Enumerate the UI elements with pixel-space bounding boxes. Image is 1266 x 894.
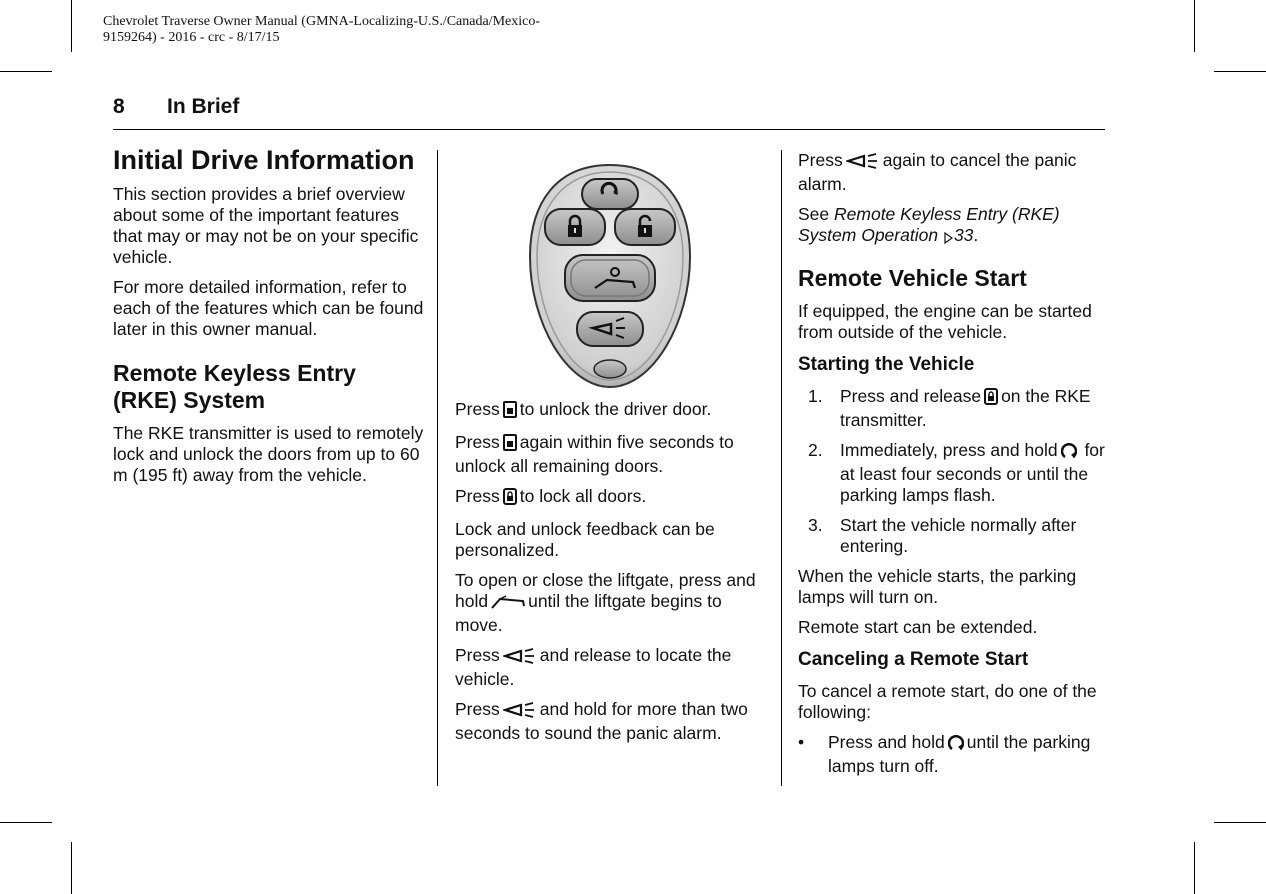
locate-vehicle-paragraph: Press and release to locate the vehicle. bbox=[455, 645, 732, 689]
feedback-paragraph: Lock and unlock feedback can be personalized. bbox=[455, 519, 715, 560]
crop-mark bbox=[1194, 0, 1195, 52]
crop-mark bbox=[1194, 842, 1195, 894]
header-rule bbox=[113, 129, 1105, 130]
cancel-paragraph: To cancel a remote start, do one of the following: bbox=[798, 681, 1097, 722]
column-divider bbox=[437, 150, 438, 786]
panic-horn-icon bbox=[503, 648, 537, 669]
heading-rke-system: Remote Keyless Entry (RKE) System bbox=[113, 360, 356, 413]
cancel-panic-paragraph: Press again to cancel the panic alarm. bbox=[798, 150, 1077, 194]
list-item: 2. Immediately, press and hold for at least four seconds or until the parking lamps flash. bbox=[808, 440, 1105, 505]
start-steps-list bbox=[798, 386, 1108, 557]
unlock-all-paragraph: Press again within five seconds to unlock all remaining doors. bbox=[455, 432, 734, 476]
heading-remote-vehicle-start: Remote Vehicle Start bbox=[798, 265, 1027, 291]
crop-mark bbox=[71, 0, 72, 52]
unlock-icon bbox=[503, 401, 517, 423]
lock-icon bbox=[984, 388, 998, 410]
heading-starting-vehicle: Starting the Vehicle bbox=[798, 354, 975, 375]
right-column bbox=[798, 150, 1108, 777]
liftgate-paragraph: To open or close the liftgate, press and hold until the liftgate begins to move. bbox=[455, 570, 756, 635]
header-line-1: Chevrolet Traverse Owner Manual (GMNA-Localizing-U.S./Canada/Mexico- bbox=[103, 14, 541, 29]
intro-paragraph: This section provides a brief overview about some of the important features that may or may not be on your specific vehicle. bbox=[113, 184, 419, 267]
crop-mark bbox=[71, 842, 72, 894]
crop-mark bbox=[0, 71, 52, 72]
key-fob-icon bbox=[527, 162, 693, 392]
unlock-driver-paragraph: Press to unlock the driver door. bbox=[455, 399, 767, 423]
crop-mark bbox=[1214, 71, 1266, 72]
extend-paragraph: Remote start can be extended. bbox=[798, 617, 1038, 637]
more-info-paragraph: For more detailed information, refer to each of the features which can be found later in this owner manual. bbox=[113, 277, 424, 339]
reference-link[interactable]: Remote Keyless Entry (RKE) System Operation bbox=[798, 204, 1060, 245]
vehicle-starts-paragraph: When the vehicle starts, the parking lamps will turn on. bbox=[798, 566, 1077, 607]
document-header bbox=[103, 14, 540, 46]
cancel-bullet-list bbox=[798, 732, 1108, 777]
heading-canceling-remote-start: Canceling a Remote Start bbox=[798, 649, 1029, 670]
remote-start-icon bbox=[948, 733, 964, 756]
page-number: 8 bbox=[113, 95, 125, 118]
key-fob-illustration bbox=[527, 162, 693, 392]
section-title: In Brief bbox=[167, 95, 240, 118]
crop-mark bbox=[1214, 822, 1266, 823]
list-item: 1. Press and release on the RKE transmitter. bbox=[808, 386, 1091, 430]
lock-icon bbox=[503, 488, 517, 510]
header-line-2: 9159264) - 2016 - crc - 8/17/15 bbox=[103, 30, 280, 45]
panic-alarm-paragraph: Press and hold for more than two seconds to sound the panic alarm. bbox=[455, 699, 748, 743]
crop-mark bbox=[0, 822, 52, 823]
page-reference-triangle-icon bbox=[944, 228, 953, 249]
rke-paragraph: The RKE transmitter is used to remotely lock and unlock the doors from up to 60 m (195 ft) away from the vehicle. bbox=[113, 423, 424, 485]
column-divider bbox=[781, 150, 782, 786]
unlock-icon bbox=[503, 434, 517, 456]
see-reference-paragraph: See Remote Keyless Entry (RKE) System Operation 33. bbox=[798, 204, 1108, 249]
list-item: • Press and hold until the parking lamps turn off. bbox=[798, 732, 1091, 776]
list-item: 3. Start the vehicle normally after entering. bbox=[808, 515, 1077, 556]
lock-all-paragraph: Press to lock all doors. bbox=[455, 486, 767, 510]
panic-horn-icon bbox=[503, 702, 537, 723]
panic-horn-icon bbox=[846, 153, 880, 174]
liftgate-icon bbox=[491, 594, 525, 615]
page-heading bbox=[113, 95, 239, 119]
title-initial-drive: Initial Drive Information bbox=[113, 145, 415, 175]
left-column bbox=[113, 145, 425, 495]
rvs-paragraph: If equipped, the engine can be started from outside of the vehicle. bbox=[798, 301, 1092, 342]
middle-column bbox=[455, 145, 767, 753]
remote-start-icon bbox=[1061, 441, 1077, 464]
reference-page[interactable]: 33 bbox=[953, 225, 974, 245]
